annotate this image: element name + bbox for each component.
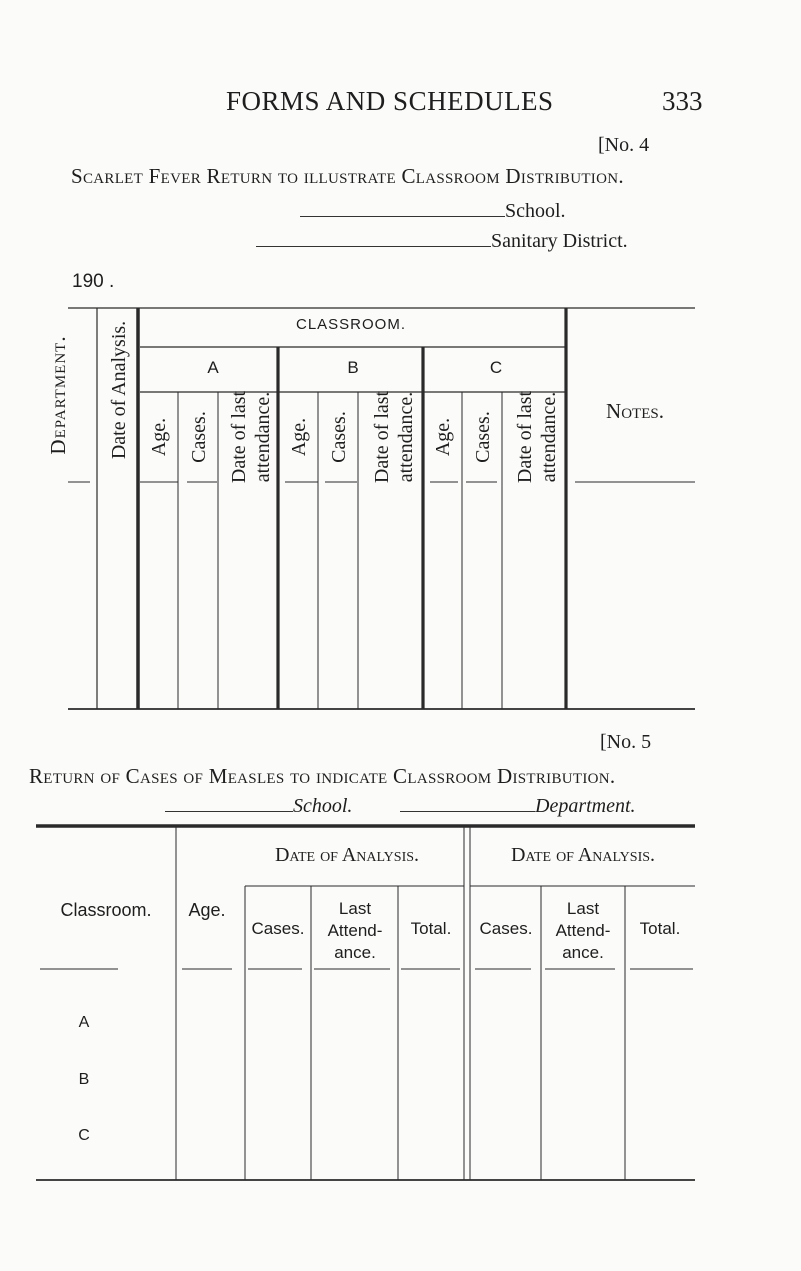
room-a-date-last-2: attendance. bbox=[252, 391, 274, 483]
form5-header-age: Age. bbox=[188, 900, 226, 920]
form5-cases-2: Cases. bbox=[479, 919, 533, 938]
form5-cases-1: Cases. bbox=[251, 919, 305, 938]
form5-number: [No. 5 bbox=[600, 731, 652, 753]
room-c-cases: Cases. bbox=[472, 411, 494, 463]
page-number: 333 bbox=[662, 86, 703, 116]
form5-last-2-b: Attend- bbox=[555, 921, 611, 940]
form5-row-a: A bbox=[78, 1014, 90, 1031]
form5-last-2-c: ance. bbox=[562, 943, 604, 962]
department-blank bbox=[400, 811, 535, 812]
room-c-label: C bbox=[489, 358, 503, 377]
room-a-age: Age. bbox=[148, 417, 170, 457]
form5-school-line bbox=[165, 795, 352, 818]
room-b-date-last-1: Date of last bbox=[371, 390, 393, 484]
room-c-date-last-1: Date of last bbox=[514, 390, 536, 484]
room-a-date-last-1: Date of last bbox=[228, 390, 250, 484]
form4-year: 190 . bbox=[72, 271, 115, 292]
header-department: Department. bbox=[46, 335, 70, 455]
form5-last-2-a: Last bbox=[566, 899, 600, 918]
running-head-title: FORMS AND SCHEDULES bbox=[226, 86, 554, 116]
form4-title: Scarlet Fever Return to illustrate Classroom Distribution. bbox=[71, 164, 624, 188]
room-c-age: Age. bbox=[432, 417, 454, 457]
form5-last-1-c: ance. bbox=[334, 943, 376, 962]
school-blank bbox=[165, 811, 293, 812]
form4-school-label: School. bbox=[505, 200, 566, 222]
header-date-of-analysis: Date of Analysis. bbox=[108, 320, 130, 460]
room-a-cases: Cases. bbox=[188, 411, 210, 463]
form4-district-label: Sanitary District. bbox=[491, 230, 628, 252]
form5-last-1-b: Attend- bbox=[327, 921, 383, 940]
header-classroom: CLASSROOM. bbox=[295, 316, 407, 333]
form5-header-date-2: Date of Analysis. bbox=[510, 844, 656, 866]
room-b-cases: Cases. bbox=[328, 411, 350, 463]
form5-row-b: B bbox=[78, 1071, 90, 1088]
room-b-age: Age. bbox=[288, 417, 310, 457]
form5-department-label: Department. bbox=[535, 795, 636, 817]
form5-department-line bbox=[400, 795, 636, 818]
room-a-label: A bbox=[207, 358, 219, 377]
form4-number: [No. 4 bbox=[598, 134, 650, 156]
form5-header-date-1: Date of Analysis. bbox=[274, 844, 420, 866]
room-b-date-last-2: attendance. bbox=[395, 391, 417, 483]
form5-total-1: Total. bbox=[410, 919, 452, 938]
form5-total-2: Total. bbox=[639, 919, 681, 938]
room-b-label: B bbox=[347, 358, 359, 377]
form5-header-classroom: Classroom. bbox=[60, 900, 152, 920]
header-notes: Notes. bbox=[606, 399, 664, 423]
form5-school-label: School. bbox=[293, 795, 353, 817]
form5-title: Return of Cases of Measles to indicate Classroom Distribution. bbox=[29, 764, 616, 788]
form5-last-1-a: Last bbox=[338, 899, 372, 918]
form5-table bbox=[0, 820, 801, 1190]
form5-row-c: C bbox=[78, 1127, 90, 1144]
room-c-date-last-2: attendance. bbox=[538, 391, 560, 483]
